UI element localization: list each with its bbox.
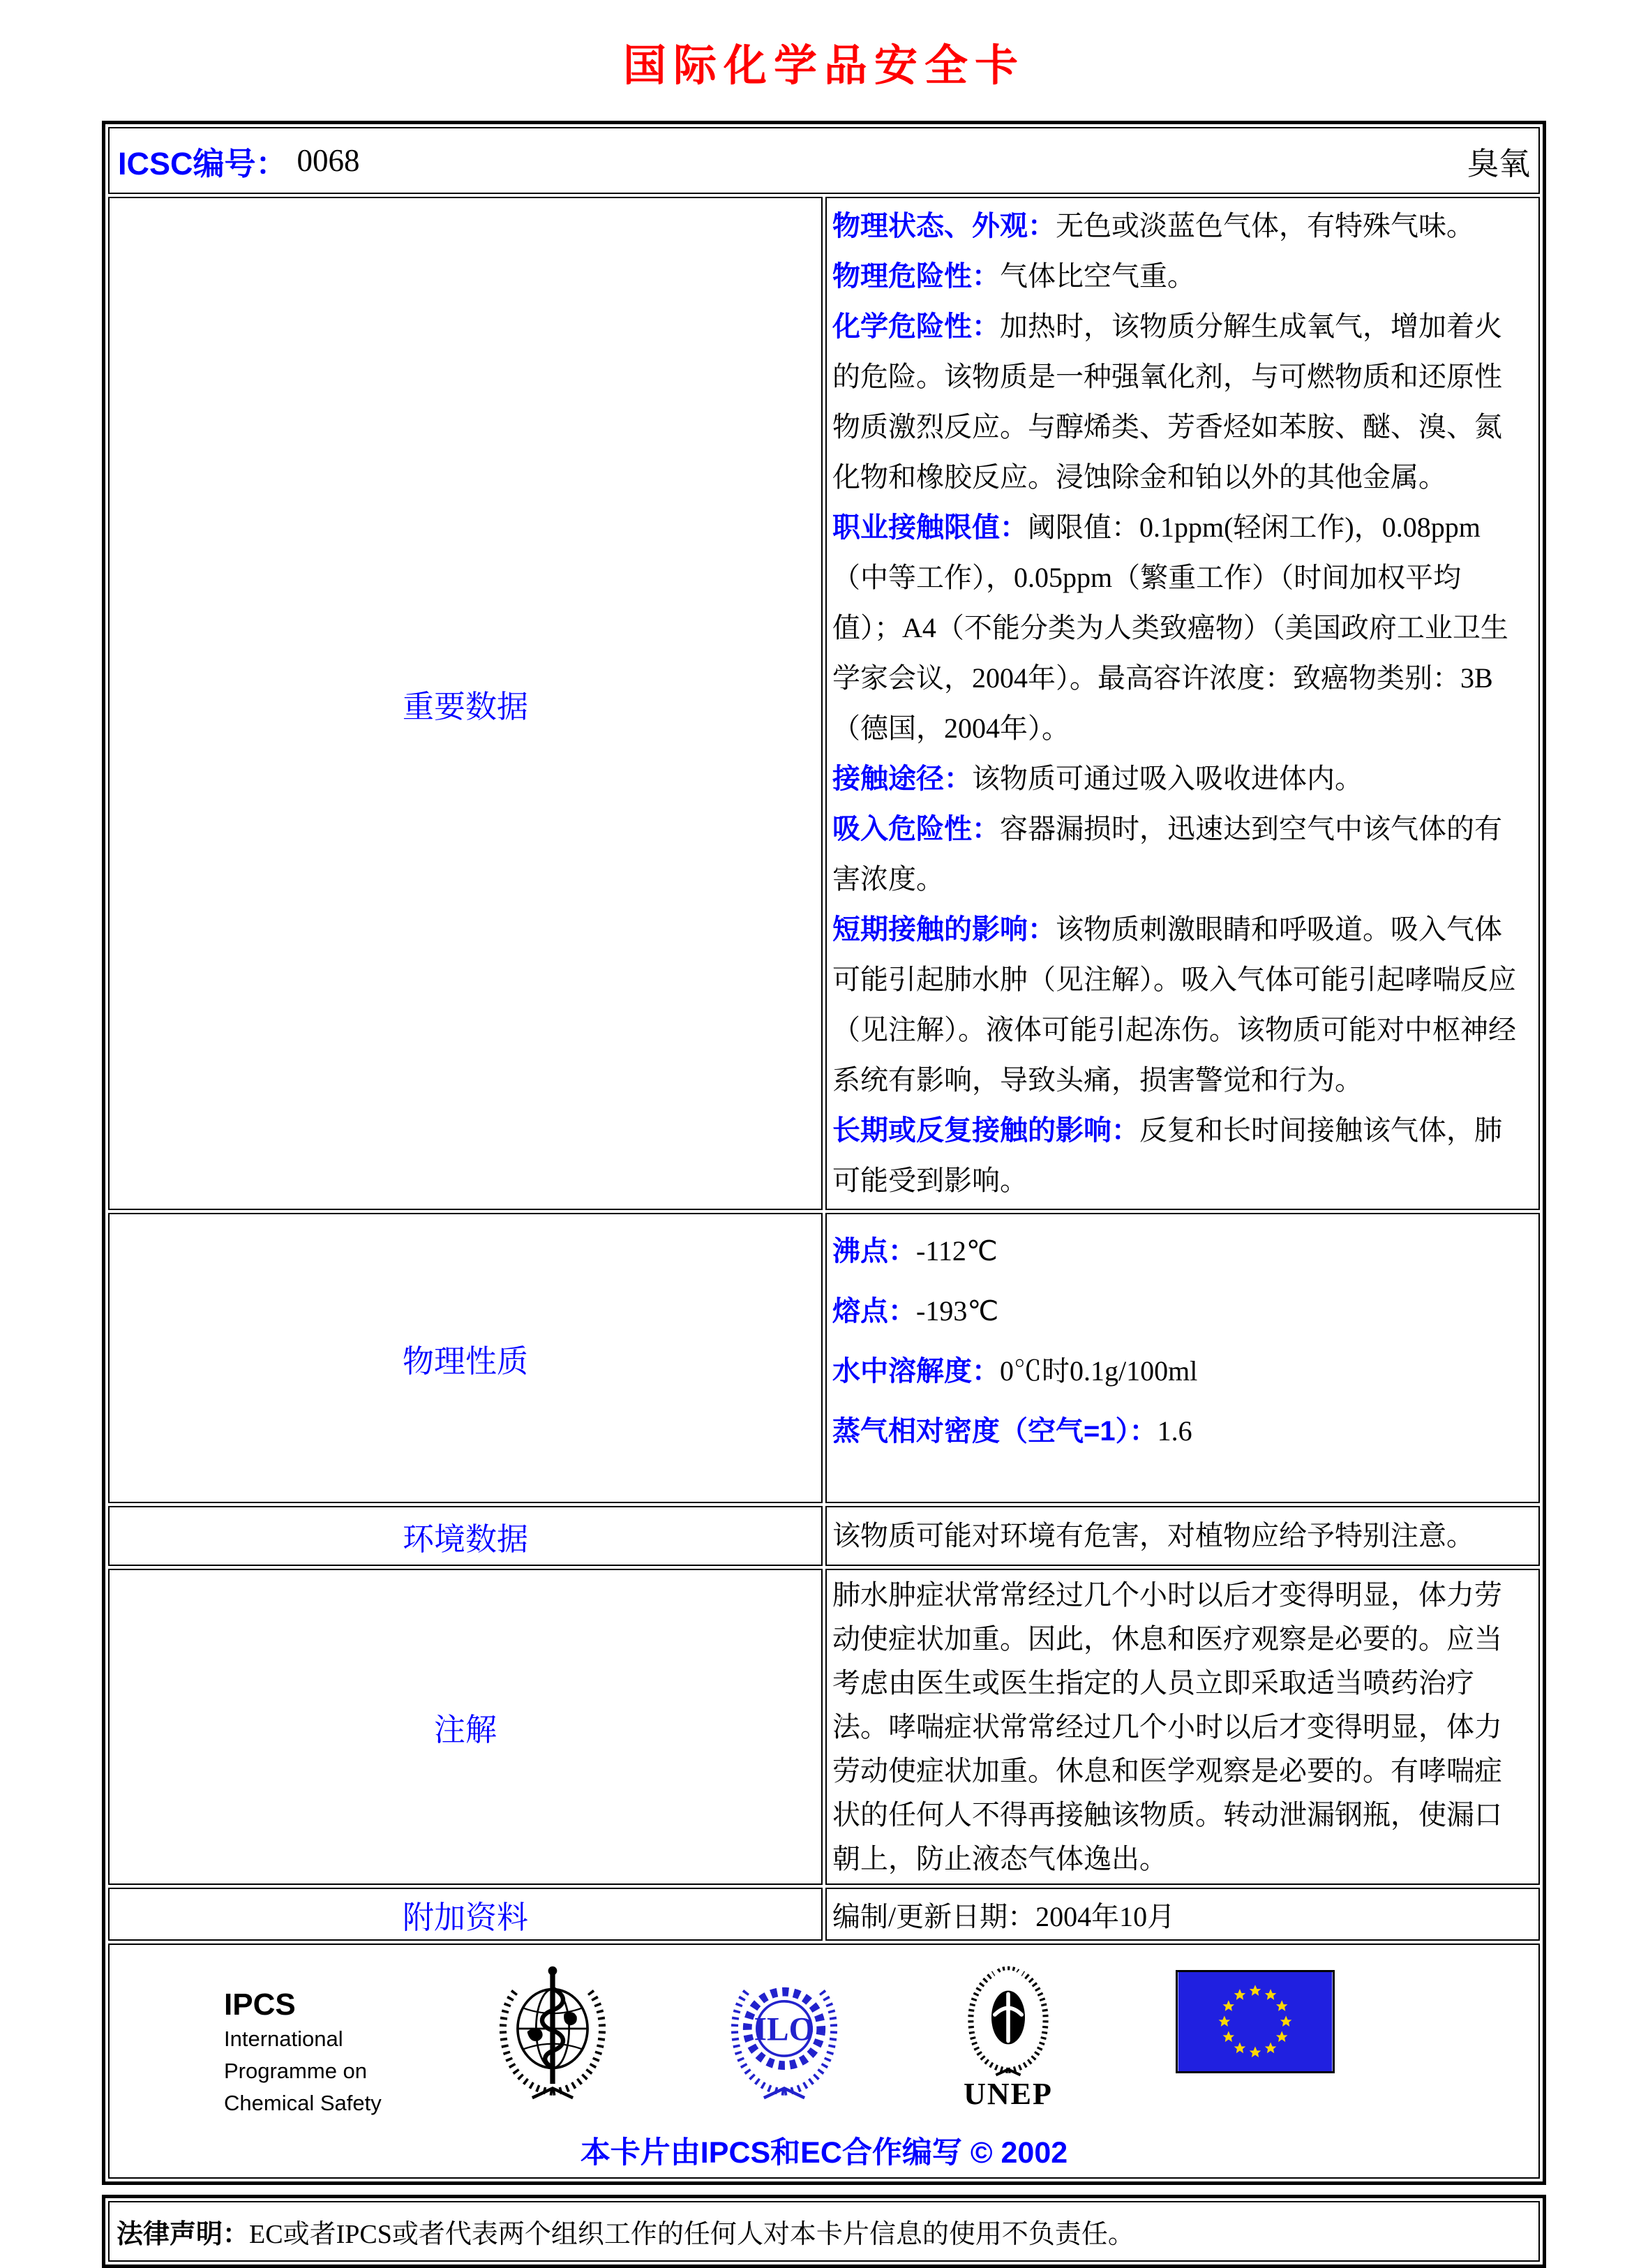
chemical-name: 臭氧 — [1467, 146, 1530, 181]
section-label-important-data: 重要数据 — [108, 197, 823, 1210]
table-row-environmental-data — [108, 1506, 1540, 1566]
table-row-header — [108, 127, 1540, 194]
additional-info-content — [825, 1888, 1540, 1941]
field-physical-state: 物理状态、外观：无色或淡蓝色气体，有特殊气味。 — [832, 210, 1474, 241]
field-exposure-routes: 接触途径：该物质可通过吸入吸收进体内。 — [832, 763, 1363, 794]
legal-notice-text: EC或者IPCS或者代表两个组织工作的任何人对本卡片信息的使用不负责任。 — [249, 2220, 1134, 2249]
unep-emblem-icon — [952, 1959, 1064, 2079]
ipcs-text-block: IPCS International Programme on Chemical Safety — [224, 1987, 412, 2119]
eu-flag-icon — [1176, 1970, 1335, 2073]
organization-logos — [119, 1950, 1529, 2119]
field-long-term-effects: 长期或反复接触的影响：反复和长时间接触该气体，肺可能受到影响。 — [832, 1114, 1502, 1196]
credit-line — [119, 2129, 1529, 2172]
legal-notice-label: 法律声明： — [117, 2220, 250, 2249]
notes-text: 肺水肿症状常常经过几个小时以后才变得明显，体力劳动使症状加重。因此，休息和医疗观察是必要的。应当考虑由医生或医生指定的人员立即采取适当喷药治疗法。哮喘症状常常经过几个小时以后才变得明显，体力劳动使症状加重。休息和医学观察是必要的。有哮喘症状的任何人不得再接触该物质。转动泄漏钢瓶，使漏口朝上，防止液态气体逸出。 — [832, 1579, 1502, 1874]
section-label-environmental-data: 环境数据 — [108, 1506, 823, 1566]
table-row-physical-properties — [108, 1213, 1540, 1503]
table-row-logos — [108, 1944, 1540, 2179]
field-chemical-danger: 化学危险性：加热时，该物质分解生成氧气，增加着火的危险。该物质是一种强氧化剂，与可燃物质和还原性物质激烈反应。与醇烯类、芳香烃如苯胺、醚、溴、氮化物和橡胶反应。浸蚀除金和铂以外的其他金属。 — [832, 311, 1502, 493]
field-boiling-point: 沸点：-112℃ — [832, 1235, 998, 1267]
icsc-number-value: 0068 — [297, 143, 360, 178]
field-inhalation-risk: 吸入危险性：容器漏损时，迅速达到空气中该气体的有害浓度。 — [832, 813, 1502, 895]
ipcs-acronym: IPCS — [224, 1987, 296, 2022]
field-vapor-density: 蒸气相对密度（空气=1）：1.6 — [832, 1415, 1192, 1447]
physical-properties-content — [825, 1213, 1540, 1503]
icsc-table — [102, 121, 1546, 2185]
section-label-additional-info: 附加资料 — [108, 1888, 823, 1941]
field-physical-danger: 物理危险性：气体比空气重。 — [832, 260, 1195, 292]
ilo-logo-text: ILO — [754, 2011, 815, 2048]
field-occupational-limits: 职业接触限值：阈限值：0.1ppm(轻闲工作)，0.08ppm（中等工作），0.05ppm（繁重工作）（时间加权平均值）；A4（不能分类为人类致癌物）（美国政府工业卫生学家会议，2004年）。最高容许浓度：致癌物类别：3B（德国，2004年）。 — [832, 512, 1508, 744]
additional-info-text: 编制/更新日期：2004年10月 — [832, 1900, 1176, 1932]
field-melting-point: 熔点：-193℃ — [832, 1295, 999, 1327]
table-row-legal — [108, 2201, 1540, 2262]
who-logo-icon — [489, 1960, 616, 2103]
table-row-notes — [108, 1569, 1540, 1885]
table-row-additional-info — [108, 1888, 1540, 1941]
environmental-data-text: 该物质可能对环境有危害，对植物应给予特别注意。 — [832, 1520, 1474, 1551]
field-short-term-effects: 短期接触的影响：该物质刺激眼睛和呼吸道。吸入气体可能引起肺水肿（见注解）。吸入气体可能引起哮喘反应（见注解）。液体可能引起冻伤。该物质可能对中枢神经系统有影响，导致头痛，损害警觉和行为。 — [832, 913, 1516, 1096]
field-water-solubility: 水中溶解度：0℃时0.1g/100ml — [832, 1355, 1198, 1387]
credit-text: 本卡片由IPCS和EC合作编写 — [580, 2136, 962, 2170]
card-header — [118, 138, 1530, 184]
ilo-logo-icon — [721, 1960, 848, 2103]
section-label-physical-properties: 物理性质 — [108, 1213, 823, 1503]
important-data-content — [825, 197, 1540, 1210]
unep-logo — [952, 1959, 1064, 2110]
unep-logo-text: UNEP — [964, 2077, 1053, 2111]
page-title: 国际化学品安全卡 — [622, 42, 1025, 90]
legal-notice-table — [102, 2195, 1546, 2268]
table-row-important-data — [108, 197, 1540, 1210]
notes-content — [825, 1569, 1540, 1885]
icsc-number-label: ICSC编号： — [118, 145, 287, 181]
copyright-text: © 2002 — [970, 2136, 1068, 2170]
environmental-data-content — [825, 1506, 1540, 1566]
section-label-notes: 注解 — [108, 1569, 823, 1885]
